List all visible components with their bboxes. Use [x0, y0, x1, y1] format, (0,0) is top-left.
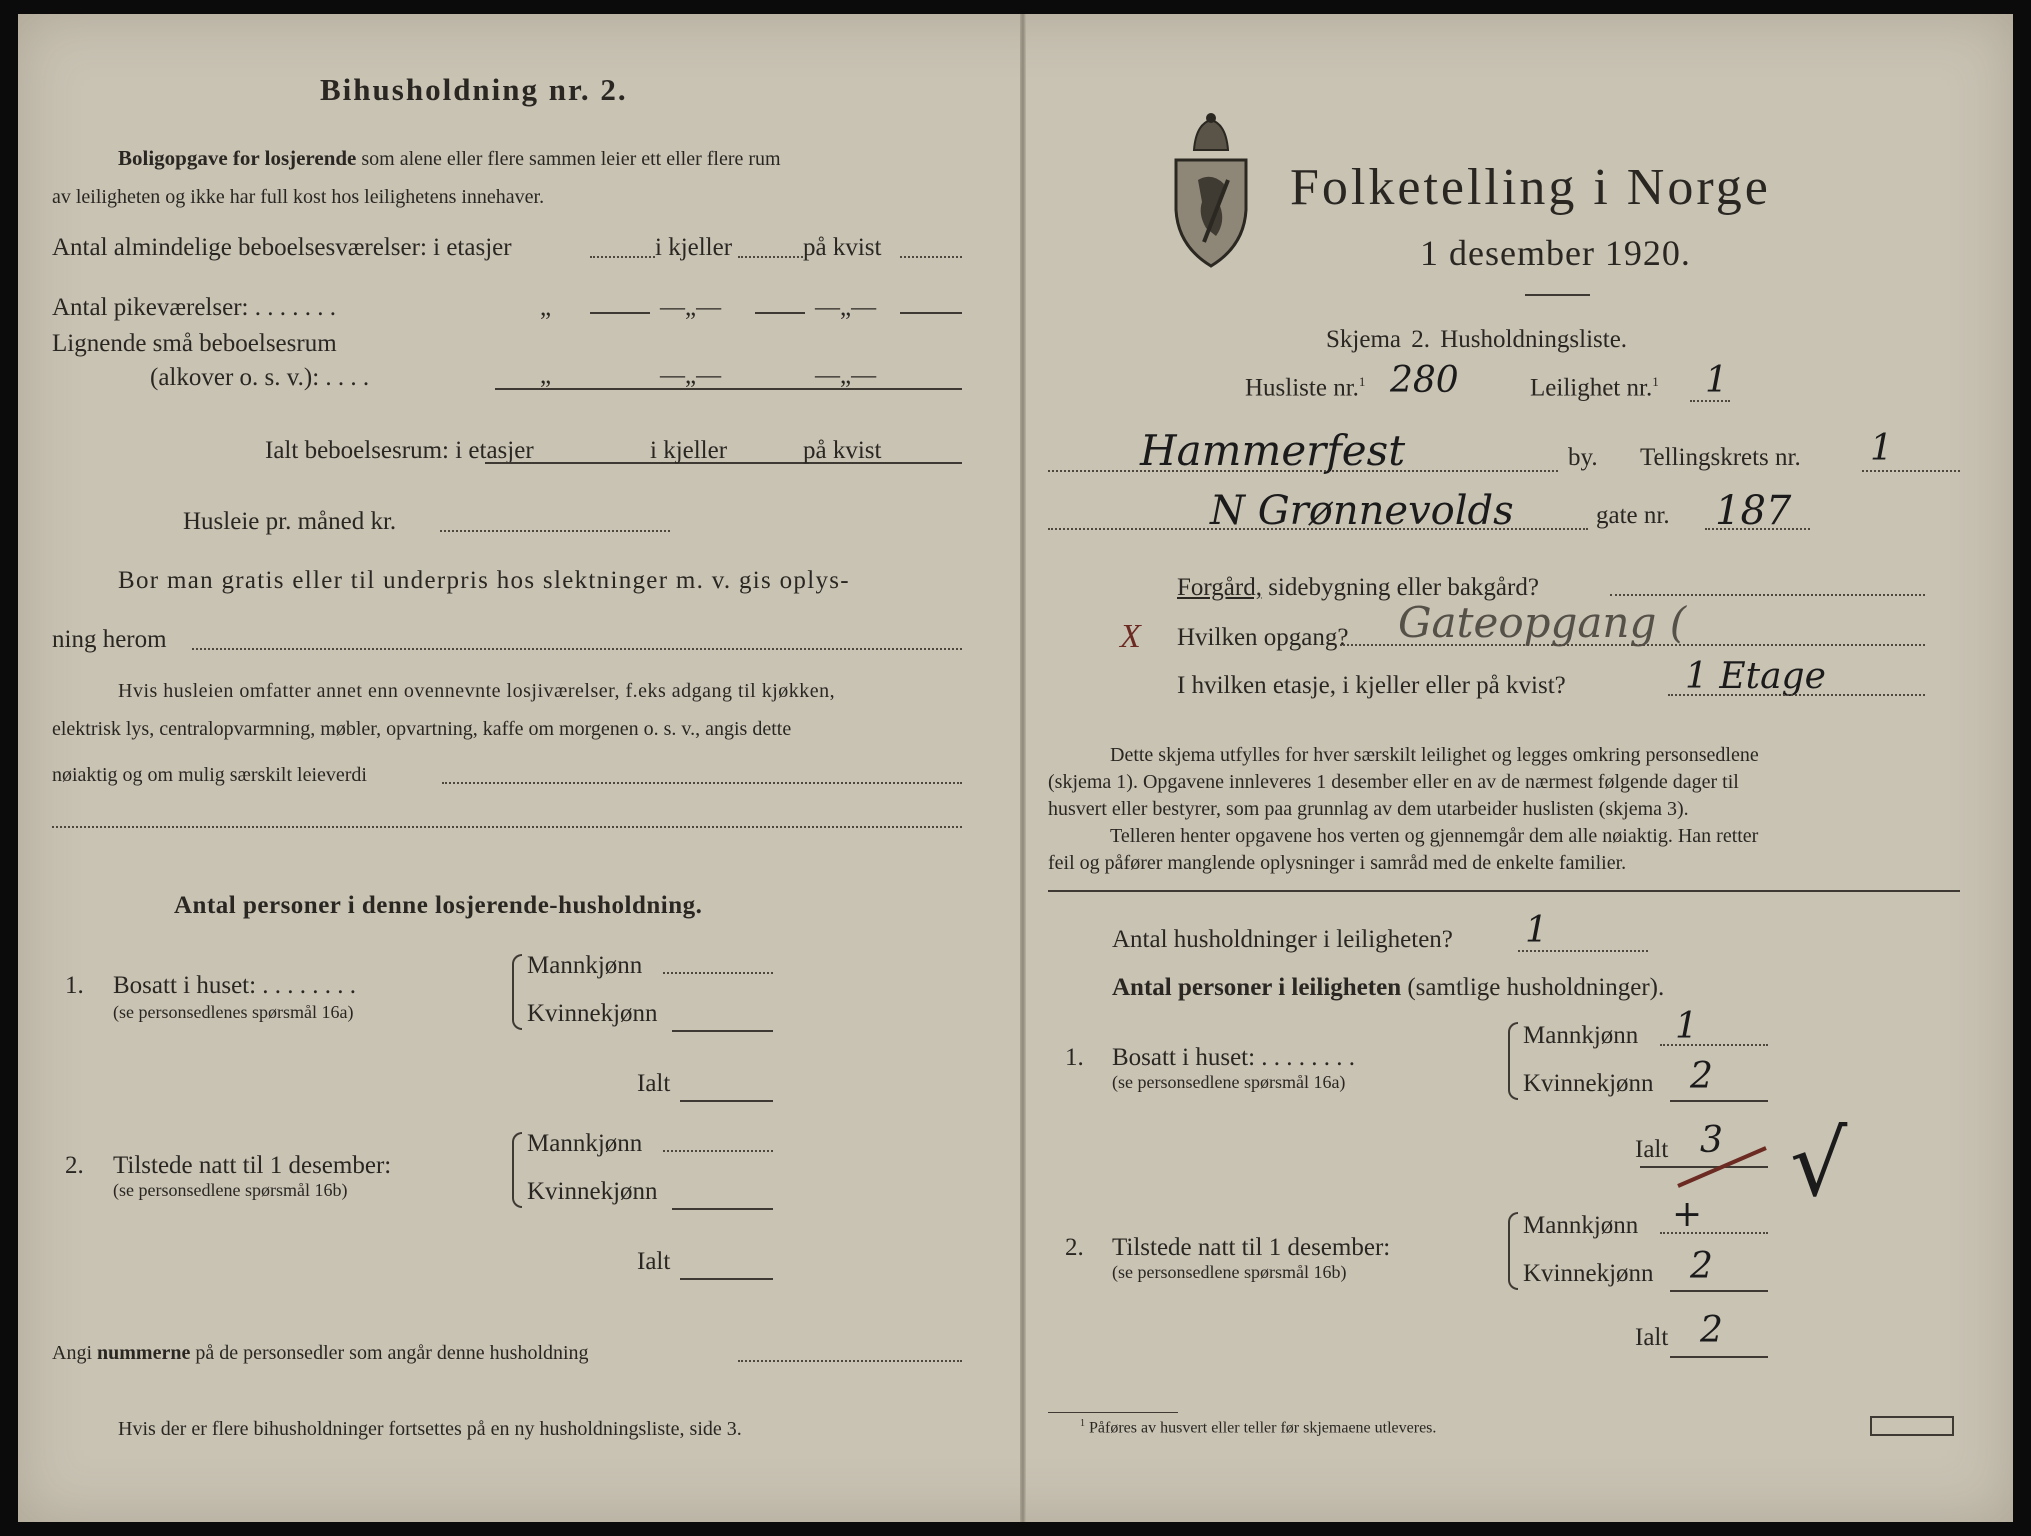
- right-q2-ialt-label: Ialt: [1635, 1324, 1669, 1351]
- left-q2-ialt-label: Ialt: [637, 1248, 671, 1275]
- intro-rest: som alene eller flere sammen leier ett eller flere rum: [361, 148, 781, 170]
- left-q1-kvinne-field[interactable]: [672, 1030, 773, 1032]
- right-q1-mann-label: Mannkjønn: [1523, 1022, 1639, 1049]
- check-mark: √: [1790, 1112, 1848, 1217]
- lign-row-line: [495, 388, 962, 390]
- left-q1-brace: [512, 954, 522, 1030]
- left-q1-sub: (se personsedlenes spørsmål 16a): [113, 1002, 354, 1022]
- instructions-rule: [1048, 890, 1960, 892]
- right-q1-num: 1.: [1065, 1044, 1084, 1071]
- right-q1-kvinne-value[interactable]: 2: [1690, 1056, 1713, 1097]
- kjeller-label: i kjeller: [655, 234, 733, 261]
- coat-of-arms-icon: [1168, 110, 1254, 268]
- opgang-field: [1340, 644, 1925, 646]
- right-title: Folketelling i Norge: [1290, 159, 1771, 216]
- right-q2-ialt-field: [1670, 1356, 1768, 1358]
- bor-line1: Bor man gratis eller til underpris hos slektninger m. v. gis oplys-: [118, 567, 850, 594]
- right-q1-brace: [1508, 1022, 1518, 1100]
- by-label: by.: [1568, 444, 1598, 471]
- instr-line4: Telleren henter opgavene hos verten og gjennemgår dem alle nøiaktig. Han retter: [1110, 825, 1759, 847]
- x-mark: X: [1120, 618, 1141, 655]
- left-q1-label: Bosatt i huset: . . . . . . . .: [113, 972, 357, 999]
- pike-etasjer-field[interactable]: [590, 312, 650, 314]
- left-persons-heading: Antal personer i denne losjerende-husholdning.: [174, 892, 703, 919]
- opgang-label: Hvilken opgang?: [1177, 624, 1349, 651]
- right-q2-mann-value[interactable]: +: [1672, 1194, 1703, 1235]
- forgard-label: Forgård,: [1177, 574, 1262, 601]
- tellingskrets-value[interactable]: 1: [1870, 428, 1893, 469]
- angi-pre: Angi: [52, 1342, 92, 1364]
- bor-line2: ning herom: [52, 626, 167, 653]
- left-q2-kvinne-field[interactable]: [672, 1208, 773, 1210]
- husleie-label: Husleie pr. måned kr.: [183, 508, 397, 535]
- angi-field[interactable]: [738, 1360, 962, 1362]
- hush-label: Antal husholdninger i leiligheten?: [1112, 926, 1453, 953]
- printer-stamp: [1870, 1416, 1954, 1436]
- tellingskrets-label: Tellingskrets nr.: [1640, 444, 1801, 471]
- left-title: Bihusholdning nr. 2.: [320, 72, 628, 107]
- ditto-kvist: —„—: [815, 294, 877, 321]
- left-q2-ialt-field[interactable]: [680, 1278, 773, 1280]
- right-persons-rest: (samtlige husholdninger).: [1407, 974, 1665, 1001]
- right-q2-num: 2.: [1065, 1234, 1084, 1261]
- opgang-value[interactable]: Gateopgang (: [1398, 598, 1687, 647]
- right-q2-ialt-value[interactable]: 2: [1700, 1310, 1723, 1351]
- kvist-label: på kvist: [803, 234, 882, 261]
- gate-label: gate nr.: [1596, 502, 1670, 529]
- gate-field: [1048, 528, 1588, 530]
- right-q2-kvinne-label: Kvinnekjønn: [1523, 1260, 1654, 1287]
- right-q1-label: Bosatt i huset: . . . . . . . .: [1112, 1044, 1356, 1071]
- instr-line1: Dette skjema utfylles for hver særskilt leilighet og legges omkring personsedlene: [1110, 744, 1759, 766]
- hush-value[interactable]: 1: [1525, 910, 1548, 951]
- husliste-value[interactable]: 280: [1390, 360, 1459, 401]
- pike-kvist-field[interactable]: [900, 312, 962, 314]
- leilighet-label: Leilighet nr.: [1530, 374, 1653, 402]
- left-q2-sub: (se personsedlene spørsmål 16b): [113, 1180, 348, 1200]
- hvis-line1: Hvis husleien omfatter annet enn ovennevnte losjiværelser, f.eks adgang til kjøkken,: [118, 680, 836, 702]
- title-rule: [1525, 294, 1590, 296]
- census-date: 1 desember 1920.: [1420, 233, 1691, 273]
- instr-line2: (skjema 1). Opgavene innleveres 1 desember eller en av de nærmest følgende dager til: [1048, 771, 1739, 793]
- right-q1-kvinne-field: [1670, 1100, 1768, 1102]
- right-q1-ialt-value[interactable]: 3: [1700, 1120, 1723, 1161]
- kvist-field[interactable]: [900, 256, 962, 258]
- left-footer: Hvis der er flere bihusholdninger fortsettes på en ny husholdningsliste, side 3.: [118, 1418, 742, 1440]
- forgard-rest: sidebygning eller bakgård?: [1268, 574, 1539, 601]
- right-q1-kvinne-label: Kvinnekjønn: [1523, 1070, 1654, 1097]
- left-q2-num: 2.: [65, 1152, 84, 1179]
- ialt-kvist-label: på kvist: [803, 437, 882, 464]
- left-q1-ialt-field[interactable]: [680, 1100, 773, 1102]
- right-q2-mann-label: Mannkjønn: [1523, 1212, 1639, 1239]
- left-q1-kvinne-label: Kvinnekjønn: [527, 1000, 658, 1027]
- right-q2-kvinne-field: [1670, 1290, 1768, 1292]
- skjema-label: Skjema 2. Husholdningsliste.: [1326, 326, 1628, 353]
- right-q2-brace: [1508, 1212, 1518, 1290]
- right-q2-mann-field: [1660, 1232, 1768, 1234]
- left-q2-brace: [512, 1132, 522, 1208]
- gate-nr-field: [1705, 528, 1810, 530]
- etasje-value[interactable]: 1 Etage: [1685, 656, 1826, 697]
- forgard-field[interactable]: [1610, 594, 1925, 596]
- ditto-kjeller: —„—: [660, 294, 722, 321]
- right-q1-ialt-label: Ialt: [1635, 1136, 1669, 1163]
- ditto-lign-kvist: —„—: [815, 362, 877, 389]
- etasje-field: [1668, 694, 1925, 696]
- tellingskrets-field: [1862, 470, 1960, 472]
- strikethrough-mark: [1672, 1142, 1772, 1192]
- etasjer-field[interactable]: [590, 256, 655, 258]
- hvis-line2: elektrisk lys, centralopvarmning, møbler, opvartning, kaffe om morgenen o. s. v., angis dette: [52, 718, 792, 740]
- husleie-field[interactable]: [440, 530, 670, 532]
- ditto-lign-etasjer: „: [540, 362, 552, 389]
- instr-line5: feil og påfører manglende oplysninger i samråd med de enkelte familier.: [1048, 852, 1627, 874]
- right-q2-kvinne-value[interactable]: 2: [1690, 1246, 1713, 1287]
- footnote-sup: 1: [1080, 1418, 1085, 1429]
- right-q2-label: Tilstede natt til 1 desember:: [1112, 1234, 1391, 1261]
- by-value[interactable]: Hammerfest: [1140, 426, 1406, 475]
- angi-rest: på de personsedler som angår denne husholdning: [195, 1342, 589, 1364]
- right-persons-bold: Antal personer i leiligheten: [1112, 974, 1402, 1001]
- leilighet-field: [1690, 400, 1730, 402]
- etasje-label: I hvilken etasje, i kjeller eller på kvist?: [1177, 672, 1566, 699]
- leilighet-sup: 1: [1652, 374, 1659, 389]
- pike-label: Antal pikeværelser: . . . . . . .: [52, 294, 336, 321]
- husliste-sup: 1: [1358, 374, 1366, 389]
- left-q1-ialt-label: Ialt: [637, 1070, 671, 1097]
- left-q1-mann-field[interactable]: [663, 972, 773, 974]
- lign-label2: (alkover o. s. v.): . . . .: [150, 364, 370, 391]
- right-q1-sub: (se personsedlene spørsmål 16a): [1112, 1072, 1346, 1092]
- intro-bold: Boligopgave for losjerende: [118, 146, 357, 170]
- left-q1-mann-label: Mannkjønn: [527, 952, 643, 979]
- left-q2-mann-field[interactable]: [663, 1150, 773, 1152]
- kjeller-field[interactable]: [738, 256, 803, 258]
- hvis-line3: nøiaktig og om mulig særskilt leieverdi: [52, 764, 367, 786]
- leilighet-value[interactable]: 1: [1705, 360, 1728, 401]
- hush-field: [1518, 950, 1648, 952]
- gate-nr-value[interactable]: 187: [1715, 488, 1792, 534]
- left-q2-mann-label: Mannkjønn: [527, 1130, 643, 1157]
- footnote-rule: [1048, 1412, 1178, 1413]
- footnote-text: Påføres av husvert eller teller før skjemaene utleveres.: [1089, 1419, 1437, 1437]
- right-q1-mann-value[interactable]: 1: [1675, 1006, 1698, 1047]
- right-q2-sub: (se personsedlene spørsmål 16b): [1112, 1262, 1347, 1282]
- ialt-rum-label: Ialt beboelsesrum: i etasjer: [265, 437, 534, 464]
- right-q1-mann-field: [1660, 1044, 1768, 1046]
- pike-kjeller-field[interactable]: [755, 312, 805, 314]
- ditto-lign-kjeller: —„—: [660, 362, 722, 389]
- bor-field[interactable]: [192, 648, 962, 650]
- left-q1-num: 1.: [65, 972, 84, 999]
- ditto-etasjer: „: [540, 294, 552, 321]
- leieverdi-field[interactable]: [442, 782, 962, 784]
- lign-label1: Lignende små beboelsesrum: [52, 330, 337, 357]
- leieverdi-field-2[interactable]: [52, 826, 962, 828]
- ialt-kjeller-label: i kjeller: [650, 437, 728, 464]
- page-fold: [1020, 14, 1026, 1522]
- angi-bold: nummerne: [97, 1342, 191, 1364]
- gate-value[interactable]: N Grønnevolds: [1210, 488, 1514, 534]
- husliste-label: Husliste nr.: [1245, 374, 1359, 402]
- left-q2-label: Tilstede natt til 1 desember:: [113, 1152, 392, 1179]
- left-q2-kvinne-label: Kvinnekjønn: [527, 1178, 658, 1205]
- antal-label: Antal almindelige beboelsesværelser: i etasjer: [52, 234, 512, 261]
- intro-line2: av leiligheten og ikke har full kost hos leilighetens innehaver.: [52, 186, 545, 208]
- instr-line3: husvert eller bestyrer, som paa grunnlag av dem utarbeider huslisten (skjema 3).: [1048, 798, 1689, 820]
